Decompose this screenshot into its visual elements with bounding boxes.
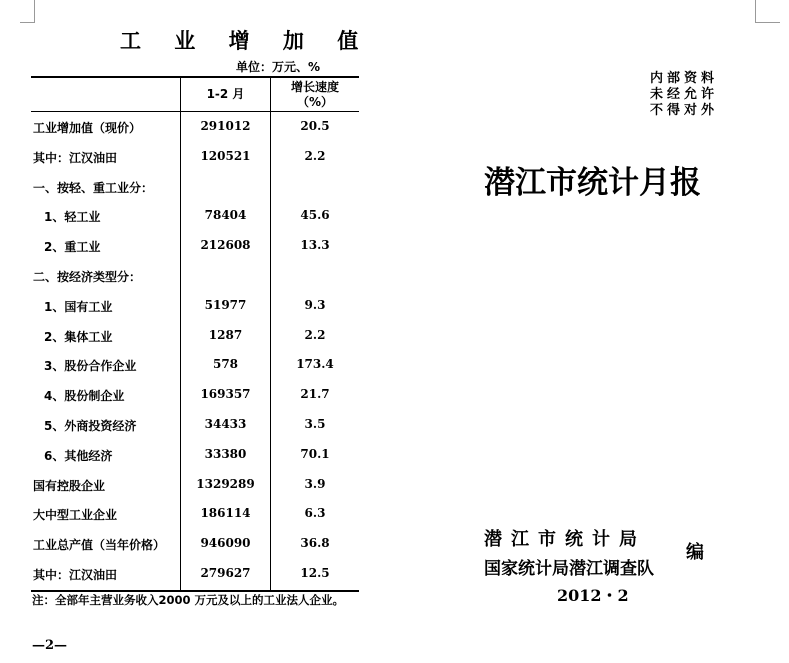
row-label: 大中型工业企业: [33, 508, 118, 523]
row-label: 2、重工业: [44, 240, 101, 255]
row-label: 2、集体工业: [44, 329, 113, 344]
row-growth: 173.4: [296, 357, 334, 372]
row-value: 578: [212, 357, 239, 372]
row-label: 工业总产值（当年价格）: [33, 538, 166, 553]
compiler-survey-team: 国家统计局潜江调查队: [484, 559, 654, 579]
confidential-line: 未经允许: [650, 87, 719, 102]
row-label: 6、其他经济: [44, 448, 113, 463]
row-label: 其中：江汉油田: [33, 568, 118, 582]
header-divider: [31, 111, 359, 112]
confidential-line: 不得对外: [650, 103, 719, 118]
row-value: 120521: [200, 148, 251, 163]
row-value: 1329289: [196, 476, 255, 491]
row-growth: 3.9: [304, 476, 326, 491]
footnote: 注：全部年主营业务收入2000 万元及以上的工业法人企业。: [32, 593, 345, 607]
row-label: 一、按轻、重工业分：: [33, 180, 154, 195]
row-label: 二、按经济类型分：: [33, 270, 142, 284]
crop-mark-top-right: [755, 0, 780, 23]
table-row: [31, 119, 359, 137]
row-growth: 36.8: [300, 536, 330, 551]
row-value: 946090: [200, 536, 251, 551]
row-value: 186114: [200, 506, 251, 521]
table-row: [31, 208, 359, 226]
table-row: [31, 238, 359, 256]
compiler-bureau: 潜江市统计局: [484, 529, 646, 550]
header-growth-line1: 增长速度: [290, 79, 339, 94]
row-label: 4、股份制企业: [44, 389, 125, 404]
row-value: 279627: [200, 566, 251, 580]
confidential-line: 内部资料: [650, 71, 719, 86]
table-row: [31, 447, 359, 465]
header-growth-line2: （%）: [296, 94, 334, 109]
row-growth: 20.5: [300, 119, 330, 133]
table-row: [31, 536, 359, 554]
row-growth: 2.2: [304, 327, 326, 342]
row-value: 34433: [204, 417, 247, 431]
page-number: —2—: [32, 638, 68, 653]
header-growth: [271, 78, 359, 111]
row-label: 1、国有工业: [44, 299, 113, 314]
compiler-suffix: 编: [686, 542, 704, 563]
report-title: 潜江市统计月报: [484, 165, 701, 201]
row-label: 工业增加值（现价）: [33, 121, 142, 135]
table-row: [31, 417, 359, 435]
row-growth: 12.5: [300, 566, 330, 580]
table-row: [31, 566, 359, 584]
crop-mark-top-left: [20, 0, 35, 23]
table-row: [31, 357, 359, 375]
row-growth: 45.6: [300, 208, 330, 223]
table-row: [31, 387, 359, 405]
row-value: 212608: [200, 238, 251, 253]
row-value: 169357: [200, 387, 251, 402]
header-period: 1-2 月: [206, 87, 245, 101]
table-row: [31, 477, 359, 495]
row-growth: 13.3: [300, 238, 330, 253]
table-row: [31, 268, 359, 286]
row-value: 1287: [208, 327, 243, 342]
row-label: 其中：江汉油田: [33, 150, 118, 165]
row-growth: 9.3: [304, 297, 326, 312]
row-label: 1、轻工业: [44, 210, 101, 225]
row-label: 3、股份合作企业: [44, 359, 137, 374]
confidential-notice: [650, 71, 718, 119]
row-value: 51977: [204, 297, 247, 312]
row-growth: 21.7: [300, 387, 330, 402]
table-row: [31, 298, 359, 316]
row-growth: 70.1: [300, 446, 330, 461]
row-value: 78404: [204, 208, 247, 223]
row-growth: 3.5: [304, 417, 326, 431]
row-value: 291012: [200, 119, 251, 133]
table-row: [31, 179, 359, 197]
table-row: [31, 328, 359, 346]
issue-date: 2012・2: [557, 586, 629, 605]
row-label: 国有控股企业: [33, 478, 106, 493]
unit-label: 单位：万元、%: [236, 60, 321, 74]
table-title: 工 业 增 加 值: [120, 29, 372, 53]
statistics-table: [31, 76, 359, 592]
row-growth: 2.2: [304, 148, 326, 163]
table-row: [31, 149, 359, 167]
row-growth: 6.3: [304, 506, 326, 521]
row-value: 33380: [204, 446, 247, 461]
row-label: 5、外商投资经济: [44, 419, 137, 433]
table-row: [31, 506, 359, 524]
